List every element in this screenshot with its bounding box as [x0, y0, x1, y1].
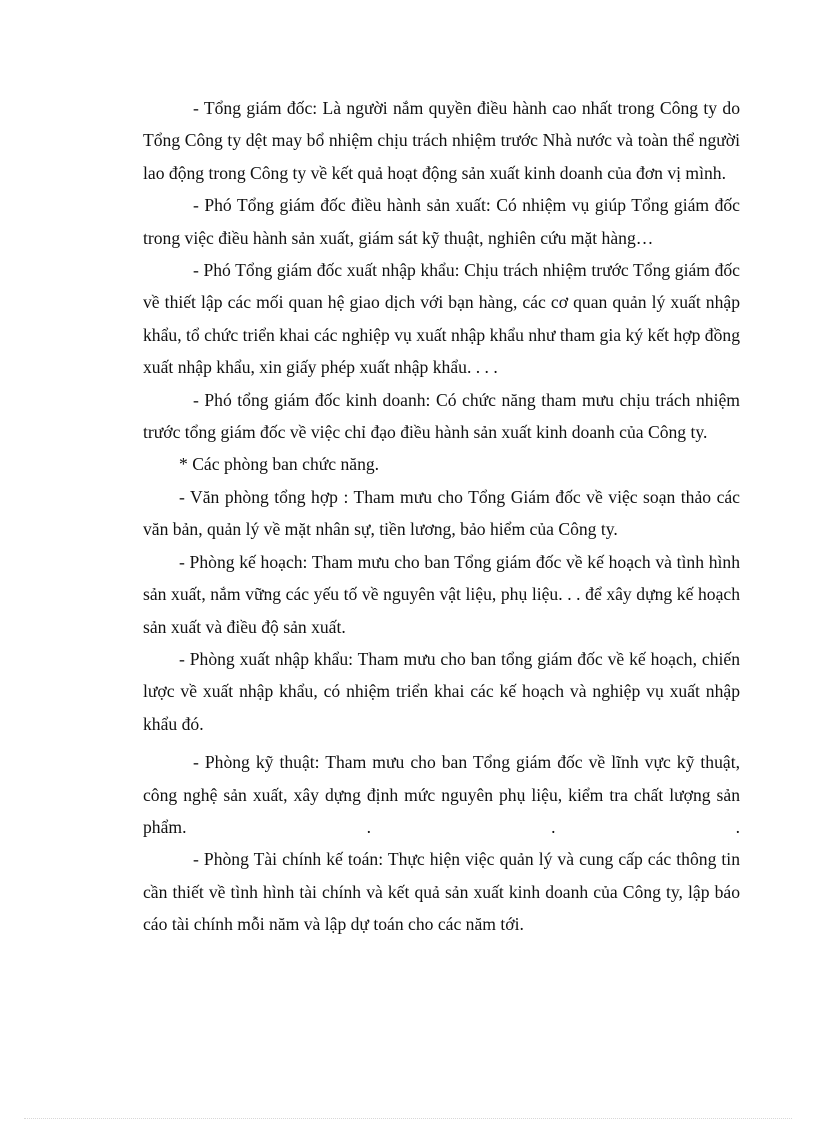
- page-bottom-divider: [24, 1118, 792, 1119]
- paragraph-phong-xuat-nhap-khau: - Phòng xuất nhập khẩu: Tham mưu cho ban tổng giám đốc về kế hoạch, chiến lược về xuất nhập khẩu, có nhiệm triển khai các kế hoạch và nghiệp vụ xuất nhập khẩu đó.: [143, 648, 740, 734]
- paragraph-phong-ky-thuat: - Phòng kỹ thuật: Tham mưu cho ban Tổng giám đốc về lĩnh vực kỹ thuật, công nghệ sản xuất, xây dựng định mức nguyên phụ liệu, kiểm tra chất lượng sản phẩm. . . .: [143, 752, 740, 837]
- paragraph-tong-giam-doc: - Tổng giám đốc: Là người nắm quyền điều hành cao nhất trong Công ty do Tổng Công ty dệt may bổ nhiệm chịu trách nhiệm trước Nhà nước và toàn thể người lao động trong Công ty về kết quả hoạt động sản xuất kinh doanh của đơn vị mình.: [143, 98, 740, 183]
- paragraph-phong-tai-chinh-ke-toan: - Phòng Tài chính kế toán: Thực hiện việc quản lý và cung cấp các thông tin cần thiết về tình hình tài chính và kết quả sản xuất kinh doanh của Công ty, lập báo cáo tài chính mỗi năm và lập dự toán cho các năm tới.: [143, 849, 740, 935]
- section-heading-phong-ban: * Các phòng ban chức năng.: [179, 454, 380, 475]
- paragraph-pho-tgd-xuat-nhap-khau: - Phó Tổng giám đốc xuất nhập khẩu: Chịu trách nhiệm trước Tổng giám đốc về thiết lập các mối quan hệ giao dịch với bạn hàng, các cơ quan quản lý xuất nhập khẩu, tổ chức triển khai các nghiệp vụ xuất nhập khẩu như tham gia ký kết hợp đồng xuất nhập khẩu, xin giấy phép xuất nhập khẩu. . . .: [143, 260, 740, 378]
- paragraph-van-phong-tong-hop: - Văn phòng tổng hợp : Tham mưu cho Tổng Giám đốc về việc soạn thảo các văn bản, quản lý về mặt nhân sự, tiền lương, bảo hiểm của Công ty.: [143, 486, 740, 540]
- paragraph-phong-ke-hoach: - Phòng kế hoạch: Tham mưu cho ban Tổng giám đốc về kế hoạch và tình hình sản xuất, nắm vững các yếu tố về nguyên vật liệu, phụ liệu. . . để xây dựng kế hoạch sản xuất và điều độ sản xuất.: [143, 551, 740, 637]
- paragraph-pho-tgd-san-xuat: - Phó Tổng giám đốc điều hành sản xuất: Có nhiệm vụ giúp Tổng giám đốc trong việc điều hành sản xuất, giám sát kỹ thuật, nghiên cứu mặt hàng…: [143, 195, 740, 248]
- paragraph-pho-tgd-kinh-doanh: - Phó tổng giám đốc kinh doanh: Có chức năng tham mưu chịu trách nhiệm trước tổng giám đốc về việc chỉ đạo điều hành sản xuất kinh doanh của Công ty.: [143, 389, 740, 443]
- document-page: [143, 92, 740, 941]
